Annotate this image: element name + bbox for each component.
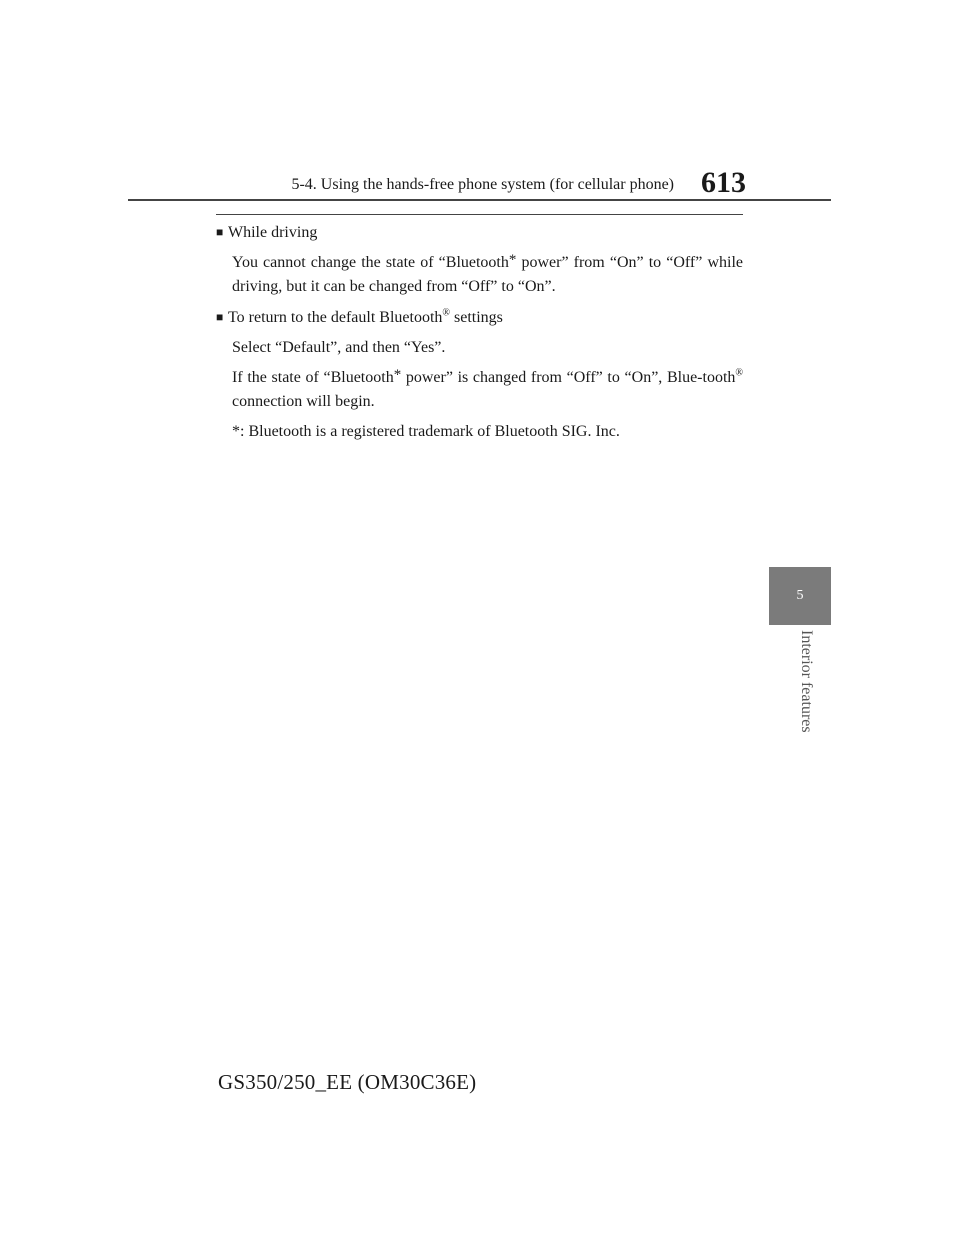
chapter-number: 5 [796,588,804,603]
footer-model-code: GS350/250_EE (OM30C36E) [218,1070,477,1094]
paragraph-while-driving: You cannot change the state of “Bluetooth* power” from “On” to “Off” while driving, but it can be changed from “Off” to “On”. [232,252,743,295]
square-bullet-icon: ■ [216,225,224,239]
chapter-tab [769,567,831,625]
header-title: 5-4. Using the hands-free phone system (for cellular phone) [291,176,674,193]
content-rule [216,214,743,215]
registered-mark: ® [442,307,450,319]
section-heading-default-settings: ■ To return to the default Bluetooth® settings [216,305,743,330]
asterisk-mark: * [508,252,517,268]
header-rule [128,199,831,201]
page-content [216,220,743,444]
page-number: 613 [701,166,746,199]
asterisk-mark: * [393,367,402,383]
registered-mark: ® [735,367,744,379]
section-heading-while-driving: ■ While driving [216,220,743,245]
paragraph-bluetooth-power: If the state of “Bluetooth* power” is changed from “Off” to “On”, Blue-tooth® connection will begin. [232,367,744,410]
footnote-trademark: *: Bluetooth is a registered trademark of Bluetooth SIG. Inc. [232,423,620,440]
chapter-label: Interior features [798,630,815,733]
square-bullet-icon: ■ [216,310,224,324]
paragraph-select-default: Select “Default”, and then “Yes”. [232,339,446,356]
